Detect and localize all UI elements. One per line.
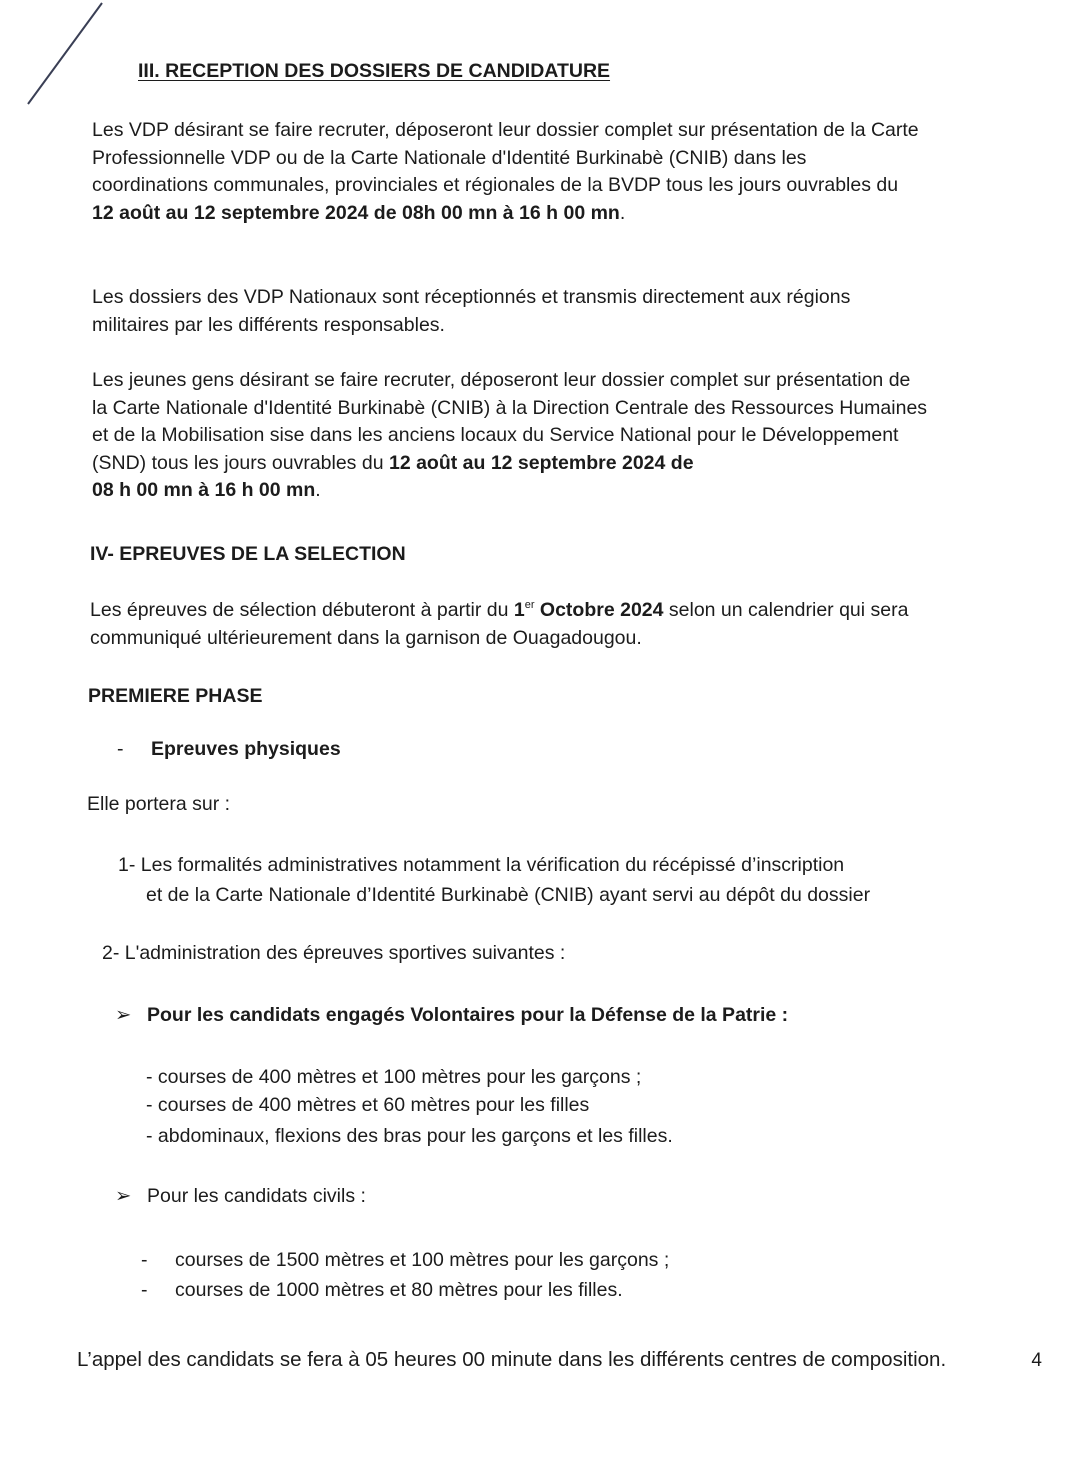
text-line	[92, 450, 927, 478]
text-line: Professionnelle VDP ou de la Carte Nationale d'Identité Burkinabè (CNIB) dans les	[92, 146, 807, 169]
text-line: Les jeunes gens désirant se faire recruter, déposeront leur dossier complet sur présentation de	[92, 369, 911, 391]
text-line: et de la Mobilisation sise dans les anciens locaux du Service National pour le Développement	[92, 424, 899, 446]
date-day: 1	[513, 599, 525, 621]
group-1-list	[146, 1064, 673, 1151]
ordinal-suffix: er	[524, 599, 535, 611]
text-fragment: selon un calendrier qui sera	[663, 599, 909, 621]
text-line	[92, 200, 919, 228]
section-4-heading: IV- EPREUVES DE LA SELECTION	[90, 543, 406, 565]
section-4-paragraph	[90, 597, 908, 652]
section-3-heading: III. RECEPTION DES DOSSIERS DE CANDIDATURE	[138, 60, 611, 82]
closing-statement: L’appel des candidats se fera à 05 heures 00 minute dans les différents centres de composition.	[77, 1348, 947, 1371]
dash-bullet: -	[117, 738, 124, 760]
corner-scan-mark	[0, 0, 110, 110]
text-line: et de la Carte Nationale d’Identité Burkinabè (CNIB) ayant servi au dépôt du dossier	[146, 884, 871, 906]
text-fragment: Les épreuves de sélection débuteront à partir du	[90, 599, 514, 621]
sub-heading	[117, 736, 341, 764]
text-line	[90, 597, 908, 625]
list-item: - abdominaux, flexions des bras pour les garçons et les filles.	[146, 1125, 673, 1147]
group-1-title-text: Pour les candidats engagés Volontaires pour la Défense de la Patrie :	[147, 1004, 789, 1026]
text-line: la Carte Nationale d'Identité Burkinabè (CNIB) à la Direction Centrale des Ressources Humaines	[92, 396, 928, 419]
group-1-title	[115, 1002, 788, 1030]
list-item	[141, 1247, 669, 1275]
dash-bullet: -	[141, 1278, 148, 1301]
section-3-paragraph-1	[92, 117, 919, 227]
arrow-bullet-icon: ➢	[115, 1185, 132, 1207]
page-number: 4	[1031, 1350, 1042, 1371]
list-item: - courses de 400 mètres et 60 mètres pour les filles	[146, 1093, 590, 1116]
phase-heading: PREMIERE PHASE	[88, 685, 263, 707]
punctuation: .	[619, 201, 626, 224]
group-2-list	[141, 1247, 669, 1304]
item-2: 2- L'administration des épreuves sportives suivantes :	[102, 942, 566, 964]
deposit-hours-civil: 08 h 00 mn à 16 h 00 mn	[92, 479, 316, 501]
punctuation: .	[315, 479, 321, 501]
section-3-paragraph-3	[92, 367, 927, 505]
text-line: 1- Les formalités administratives notamment la vérification du récépissé d’inscription	[118, 854, 845, 876]
deposit-dates-vdp: 12 août au 12 septembre 2024 de 08h 00 mn à 16 h 00 mn	[92, 201, 620, 224]
intro-text: Elle portera sur :	[87, 793, 231, 815]
text-line: Les dossiers des VDP Nationaux sont réceptionnés et transmis directement aux régions	[92, 286, 851, 308]
list-item	[141, 1277, 669, 1305]
group-2-title-text: Pour les candidats civils :	[147, 1185, 366, 1207]
group-2-title	[115, 1183, 366, 1211]
sub-heading-label: Epreuves physiques	[151, 738, 341, 760]
section-3-paragraph-2	[92, 284, 850, 339]
deposit-dates-civil: 12 août au 12 septembre 2024 de	[388, 451, 694, 474]
list-item-text: courses de 1000 mètres et 80 mètres pour les filles.	[175, 1278, 623, 1301]
text-fragment: (SND) tous les jours ouvrables du	[92, 451, 389, 474]
item-1-continuation	[146, 882, 870, 910]
item-1	[118, 852, 844, 880]
list-item: - courses de 400 mètres et 100 mètres pour les garçons ;	[146, 1066, 642, 1088]
dash-bullet: -	[141, 1249, 148, 1271]
list-item-text: courses de 1500 mètres et 100 mètres pour les garçons ;	[175, 1249, 670, 1271]
date-month-year: Octobre 2024	[534, 599, 664, 621]
text-line: coordinations communales, provinciales et régionales de la BVDP tous les jours ouvrables du	[92, 174, 899, 196]
text-line: Les VDP désirant se faire recruter, déposeront leur dossier complet sur présentation de la Carte	[92, 119, 919, 141]
text-line	[92, 477, 927, 505]
arrow-bullet-icon: ➢	[115, 1004, 132, 1026]
text-line: communiqué ultérieurement dans la garnison de Ouagadougou.	[90, 626, 642, 649]
text-line: militaires par les différents responsables.	[92, 313, 445, 336]
